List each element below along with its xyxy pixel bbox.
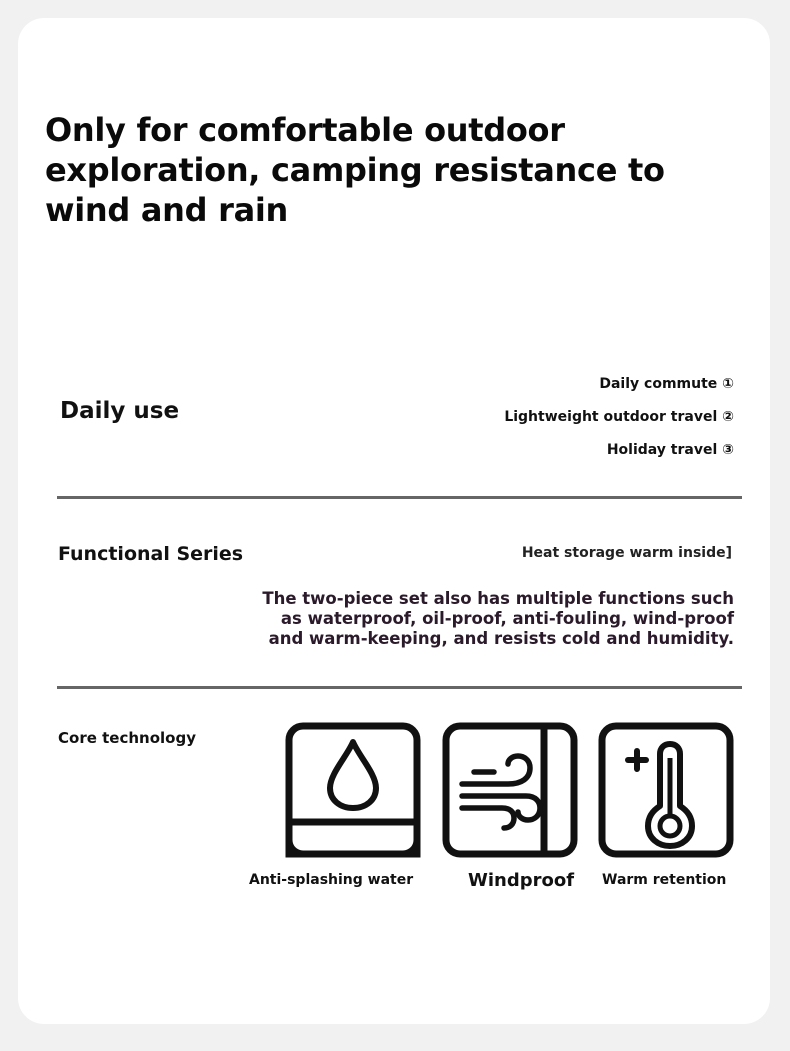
daily-use-title: Daily use <box>60 398 180 424</box>
section-divider <box>57 686 742 689</box>
page-headline: Only for comfortable outdoor exploration, camping resistance to wind and rain <box>45 111 665 229</box>
functional-description: The two-piece set also has multiple functions such as waterproof, oil-proof, anti-fouling, wind-proof and warm-keeping, and resists cold and humidity. <box>262 589 734 648</box>
feature-label-warm-retention: Warm retention <box>602 872 727 888</box>
functional-series-title: Functional Series <box>58 543 244 565</box>
water-drop-icon <box>285 722 421 858</box>
feature-label-windproof: Windproof <box>468 870 575 891</box>
daily-use-list <box>504 373 734 472</box>
functional-tag: Heat storage warm inside] <box>521 545 732 561</box>
section-divider <box>57 496 742 499</box>
thermometer-icon <box>598 722 734 858</box>
feature-label-anti-splashing: Anti-splashing water <box>249 872 414 888</box>
use-item-lightweight-outdoor-travel: Lightweight outdoor travel ② <box>504 409 734 425</box>
core-technology-title: Core technology <box>58 729 196 747</box>
use-item-daily-commute: Daily commute ① <box>599 376 734 392</box>
wind-icon <box>442 722 578 858</box>
use-item-holiday-travel: Holiday travel ③ <box>606 442 734 458</box>
